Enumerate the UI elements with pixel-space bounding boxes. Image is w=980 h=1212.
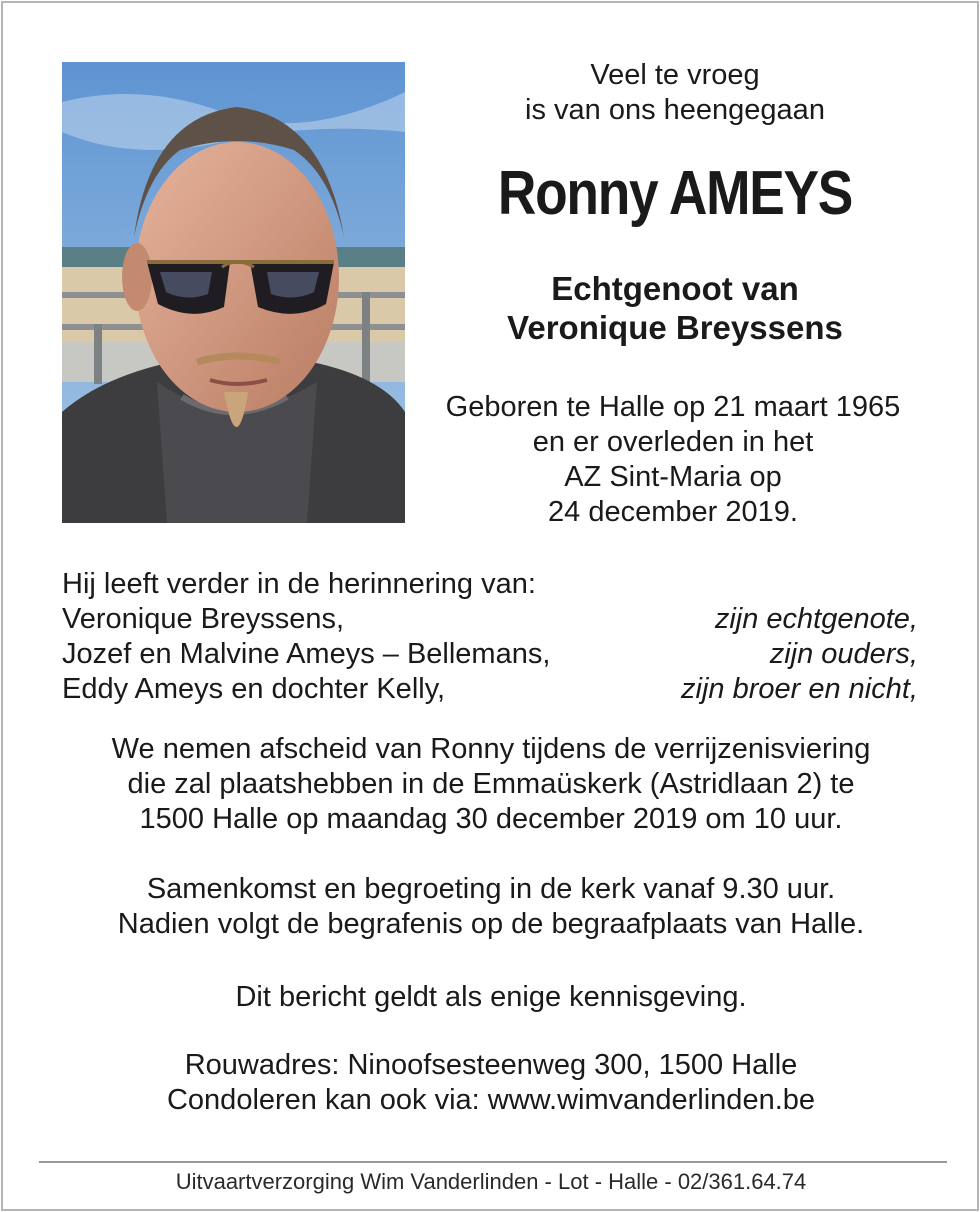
relative-name: Veronique Breyssens, [62, 603, 345, 635]
list-item [62, 602, 918, 637]
intro-text [433, 58, 917, 128]
portrait-photo [62, 62, 405, 523]
notice-line: Dit bericht geldt als enige kennisgeving. [235, 981, 747, 1013]
relative-name: Jozef en Malvine Ameys – Bellemans, [62, 638, 551, 670]
remembered-by-list [62, 567, 918, 707]
notice-paragraph [43, 980, 939, 1015]
gathering-line-2: Nadien volgt de begrafenis op de begraafplaats van Halle. [117, 908, 865, 940]
contact-paragraph [43, 1048, 939, 1118]
footer-text: Uitvaartverzorging Wim Vanderlinden - Lot - Halle - 02/361.64.74 [175, 1169, 807, 1194]
notice-card [1, 1, 979, 1211]
intro-line-1: Veel te vroeg [590, 59, 760, 91]
deceased-name: Ronny AMEYS [497, 159, 853, 228]
service-paragraph [43, 732, 939, 837]
condolence-line: Condoleren kan ook via: www.wimvanderlinden.be [166, 1084, 816, 1116]
spouse-text [433, 269, 917, 347]
birth-line-4: 24 december 2019. [548, 496, 798, 528]
birth-death-text [423, 390, 923, 530]
birth-line-2: en er overleden in het [532, 426, 814, 458]
relation: zijn ouders, [769, 638, 918, 670]
list-item [62, 672, 918, 707]
address-line: Rouwadres: Ninoofsesteenweg 300, 1500 Halle [184, 1049, 798, 1081]
service-line-1: We nemen afscheid van Ronny tijdens de verrijzenisviering [111, 733, 871, 765]
footer-divider [39, 1161, 947, 1163]
list-item [62, 637, 918, 672]
gathering-paragraph [43, 872, 939, 942]
relation: zijn echtgenote, [714, 603, 918, 635]
spouse-line-1: Echtgenoot van [551, 270, 799, 307]
relative-name: Eddy Ameys en dochter Kelly, [62, 673, 446, 705]
birth-line-1: Geboren te Halle op 21 maart 1965 [445, 391, 901, 423]
service-line-2: die zal plaatshebben in de Emmaüskerk (Astridlaan 2) te [127, 768, 855, 800]
spouse-line-2: Veronique Breyssens [507, 309, 843, 346]
intro-line-2: is van ons heengegaan [525, 94, 825, 126]
service-line-3: 1500 Halle op maandag 30 december 2019 om 10 uur. [139, 803, 843, 835]
relation: zijn broer en nicht, [681, 673, 918, 705]
remember-heading: Hij leeft verder in de herinnering van: [62, 568, 536, 600]
birth-line-3: AZ Sint-Maria op [564, 461, 782, 493]
gathering-line-1: Samenkomst en begroeting in de kerk vanaf 9.30 uur. [146, 873, 836, 905]
